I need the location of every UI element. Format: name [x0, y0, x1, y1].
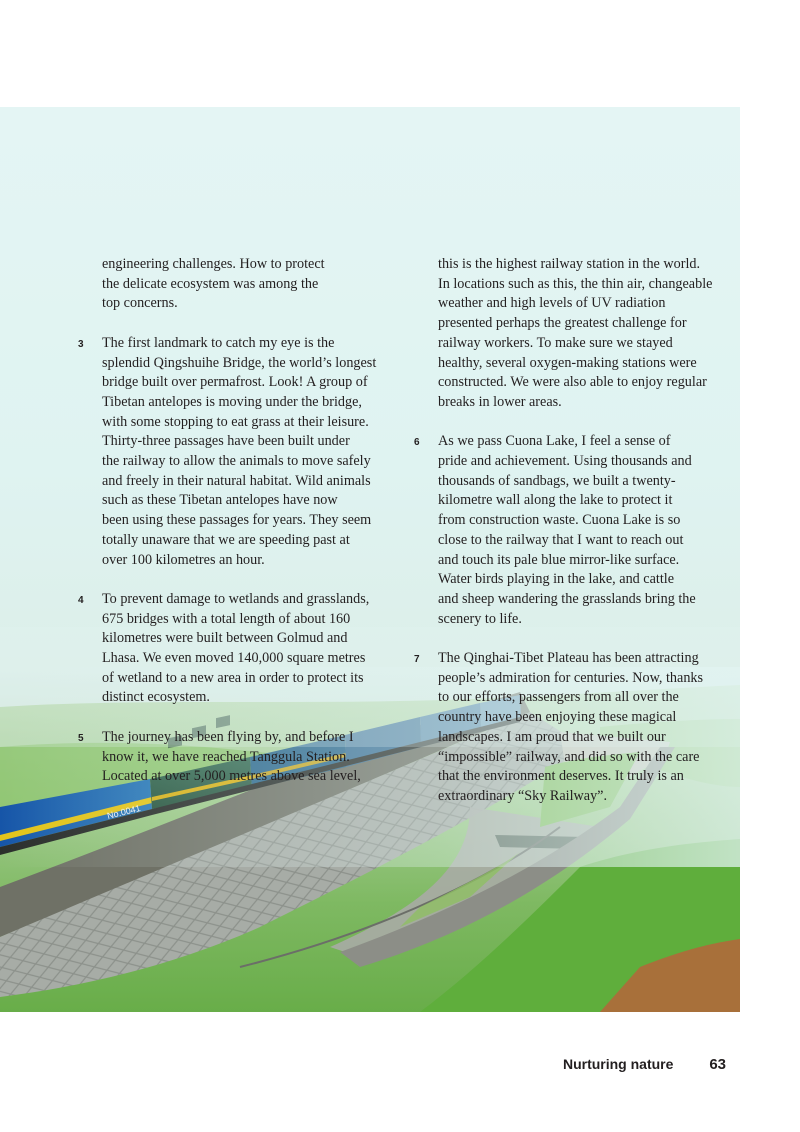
- paragraph-line: “impossible” railway, and did so with the care: [438, 748, 700, 765]
- paragraph-number: 4: [78, 594, 84, 606]
- paragraph-line: Located at over 5,000 metres above sea level,: [102, 768, 361, 785]
- paragraph-line: 675 bridges with a total length of about 160: [102, 610, 351, 627]
- section-title: Nurturing nature: [562, 1056, 674, 1072]
- paragraph-line: engineering challenges. How to protect: [102, 256, 325, 272]
- paragraph-line: with some stopping to eat grass at their leisure.: [102, 413, 369, 430]
- paragraph-5: [78, 728, 402, 787]
- paragraph-line: top concerns.: [102, 295, 178, 312]
- paragraph-line: this is the highest railway station in the world.: [438, 256, 701, 272]
- paragraph-line: thousands of sandbags, we built a twenty-: [438, 472, 676, 489]
- paragraph-line: presented perhaps the greatest challenge for: [438, 315, 687, 332]
- page-number: 63: [709, 1056, 726, 1073]
- paragraph-line: scenery to life.: [438, 610, 522, 627]
- paragraph-line: splendid Qingshuihe Bridge, the world’s longest: [102, 354, 377, 371]
- paragraph-line: close to the railway that I want to reach out: [438, 531, 684, 548]
- paragraph-number: 3: [78, 338, 84, 350]
- paragraph-number: 6: [414, 437, 420, 449]
- paragraph-continued: [438, 255, 734, 413]
- paragraph-line: Thirty-three passages have been built under: [102, 433, 350, 450]
- paragraph-line: people’s admiration for centuries. Now, thanks: [438, 669, 704, 686]
- photo-panel: [0, 107, 740, 1012]
- paragraph-line: pride and achievement. Using thousands and: [438, 453, 692, 470]
- paragraph-line: In locations such as this, the thin air, changeable: [438, 275, 713, 292]
- paragraph-line: of wetland to a new area in order to protect its: [102, 669, 364, 686]
- paragraph-line: to our efforts, passengers from all over the: [438, 689, 679, 706]
- paragraph-line: totally unaware that we are speeding past at: [102, 531, 350, 548]
- paragraph-line: healthy, several oxygen-making stations were: [438, 354, 697, 371]
- paragraph-line: country have been enjoying these magical: [438, 709, 677, 726]
- paragraph-line: Lhasa. We even moved 140,000 square metres: [102, 650, 366, 667]
- page-footer: [563, 1056, 726, 1073]
- paragraph-line: the railway to allow the animals to move safely: [102, 453, 371, 470]
- paragraph-line: weather and high levels of UV radiation: [438, 295, 666, 312]
- paragraph-continued: [102, 255, 402, 314]
- paragraph-line: and freely in their natural habitat. Wild animals: [102, 472, 371, 489]
- paragraph-line: kilometre wall along the lake to protect it: [438, 492, 673, 509]
- paragraph-line: landscapes. I am proud that we built our: [438, 728, 666, 745]
- text-column-right: [414, 255, 734, 826]
- paragraph-line: extraordinary “Sky Railway”.: [438, 787, 608, 804]
- paragraph-line: breaks in lower areas.: [438, 393, 562, 410]
- paragraph-4: [78, 590, 402, 708]
- paragraph-7: [414, 649, 734, 807]
- paragraph-line: Tibetan antelopes is moving under the bridge,: [102, 393, 362, 410]
- paragraph-line: from construction waste. Cuona Lake is so: [438, 512, 681, 529]
- paragraph-line: kilometres were built between Golmud and: [102, 630, 348, 647]
- paragraph-line: that the environment deserves. It truly is an: [438, 768, 684, 785]
- paragraph-3: [78, 334, 402, 570]
- paragraph-number: 7: [414, 654, 420, 666]
- paragraph-line: the delicate ecosystem was among the: [102, 275, 319, 292]
- paragraph-line: such as these Tibetan antelopes have now: [102, 492, 338, 509]
- paragraph-line: and sheep wandering the grasslands bring the: [438, 590, 696, 607]
- paragraph-line: and touch its pale blue mirror-like surface.: [438, 551, 680, 568]
- paragraph-line: As we pass Cuona Lake, I feel a sense of: [438, 433, 671, 450]
- paragraph-line: railway workers. To make sure we stayed: [438, 334, 673, 351]
- text-column-left: [78, 255, 402, 807]
- paragraph-6: [414, 432, 734, 629]
- paragraph-line: The journey has been flying by, and before I: [102, 728, 354, 745]
- paragraph-line: The Qinghai-Tibet Plateau has been attracting: [438, 650, 699, 667]
- paragraph-line: constructed. We were also able to enjoy regular: [438, 374, 707, 391]
- paragraph-line: The first landmark to catch my eye is the: [102, 334, 335, 351]
- paragraph-line: To prevent damage to wetlands and grasslands,: [102, 590, 370, 607]
- paragraph-line: been using these passages for years. They seem: [102, 512, 372, 529]
- paragraph-line: over 100 kilometres an hour.: [102, 551, 265, 568]
- paragraph-line: know it, we have reached Tanggula Station.: [102, 748, 350, 765]
- paragraph-number: 5: [78, 732, 84, 744]
- paragraph-line: distinct ecosystem.: [102, 689, 210, 706]
- paragraph-line: bridge built over permafrost. Look! A group of: [102, 374, 368, 391]
- paragraph-line: Water birds playing in the lake, and cattle: [438, 571, 675, 588]
